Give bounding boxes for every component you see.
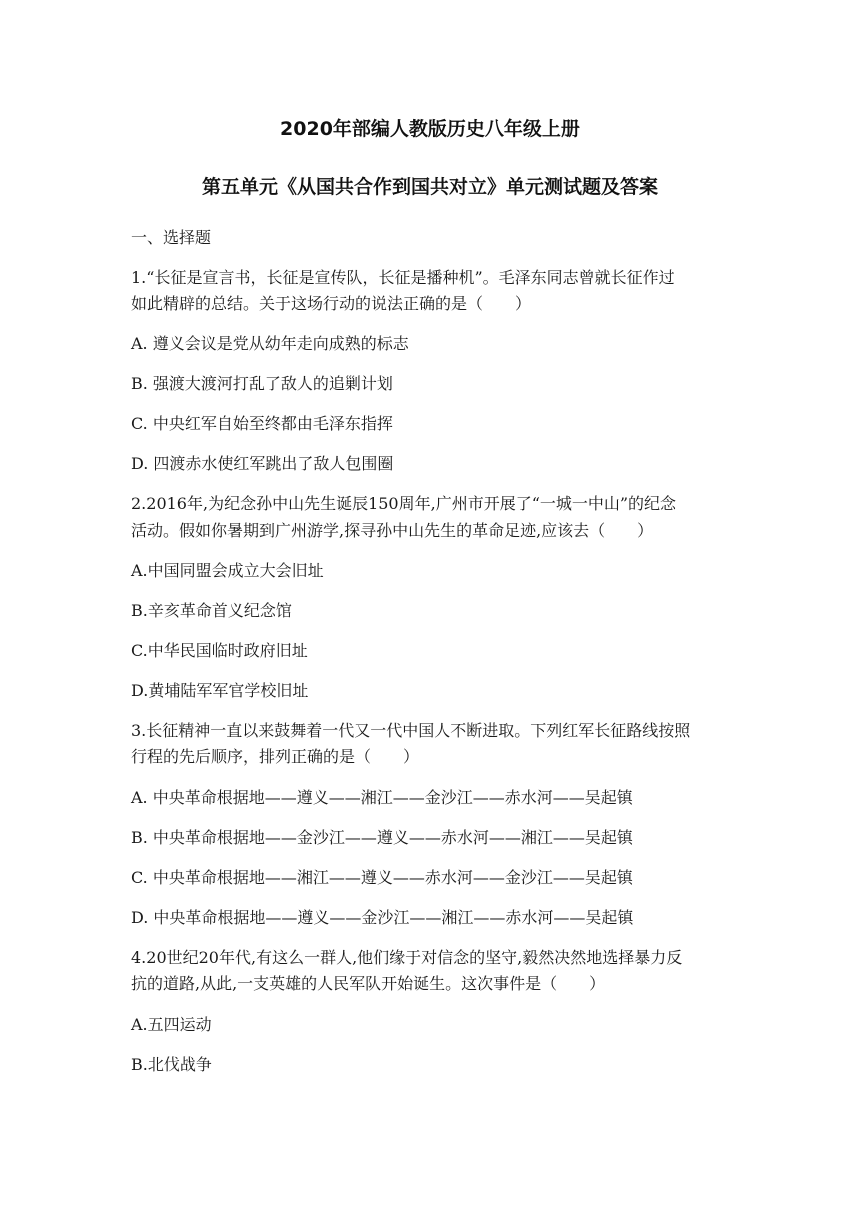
question-4-option-b: B.北伐战争 (131, 1055, 212, 1074)
question-4-stem-line-1: 4.20世纪20年代,有这么一群人,他们缘于对信念的坚守,毅然决然地选择暴力反 (131, 948, 683, 967)
question-1-stem-line-2: 如此精辟的总结。关于这场行动的说法正确的是（ ） (131, 294, 532, 313)
section-heading: 一、选择题 (131, 228, 212, 247)
question-3-option-d: D. 中央革命根据地——遵义——金沙江——湘江——赤水河——吴起镇 (131, 908, 634, 927)
question-1-option-a: A. 遵义会议是党从幼年走向成熟的标志 (131, 334, 409, 353)
document-subtitle: 第五单元《从国共合作到国共对立》单元测试题及答案 (201, 176, 658, 198)
question-1-stem-line-1: 1.“长征是宣言书，长征是宣传队，长征是播种机”。毛泽东同志曾就长征作过 (131, 268, 675, 287)
question-2-stem-line-1: 2.2016年,为纪念孙中山先生诞辰150周年,广州市开展了“一城一中山”的纪念 (131, 494, 677, 513)
question-2-option-b: B.辛亥革命首义纪念馆 (131, 601, 292, 620)
question-3-option-c: C. 中央革命根据地——湘江——遵义——赤水河——金沙江——吴起镇 (131, 868, 633, 887)
question-1-option-b: B. 强渡大渡河打乱了敌人的追剿计划 (131, 374, 393, 393)
question-3-stem-line-1: 3.长征精神一直以来鼓舞着一代又一代中国人不断进取。下列红军长征路线按照 (131, 721, 691, 740)
question-4-stem-line-2: 抗的道路,从此,一支英雄的人民军队开始诞生。这次事件是（ ） (131, 974, 606, 993)
question-3-stem-line-2: 行程的先后顺序，排列正确的是（ ） (131, 747, 420, 766)
question-3-option-a: A. 中央革命根据地——遵义——湘江——金沙江——赤水河——吴起镇 (131, 788, 633, 807)
question-1-option-c: C. 中央红军自始至终都由毛泽东指挥 (131, 414, 393, 433)
question-2-option-d: D.黄埔陆军军官学校旧址 (131, 681, 309, 700)
question-2-option-c: C.中华民国临时政府旧址 (131, 641, 308, 660)
question-1-option-d: D. 四渡赤水使红军跳出了敌人包围圈 (131, 454, 394, 473)
document-title: 2020年部编人教版历史八年级上册 (280, 118, 580, 140)
question-3-option-b: B. 中央革命根据地——金沙江——遵义——赤水河——湘江——吴起镇 (131, 828, 633, 847)
question-2-stem-line-2: 活动。假如你暑期到广州游学,探寻孙中山先生的革命足迹,应该去（ ） (131, 521, 654, 540)
question-4-option-a: A.五四运动 (131, 1015, 212, 1034)
question-2-option-a: A.中国同盟会成立大会旧址 (131, 561, 324, 580)
